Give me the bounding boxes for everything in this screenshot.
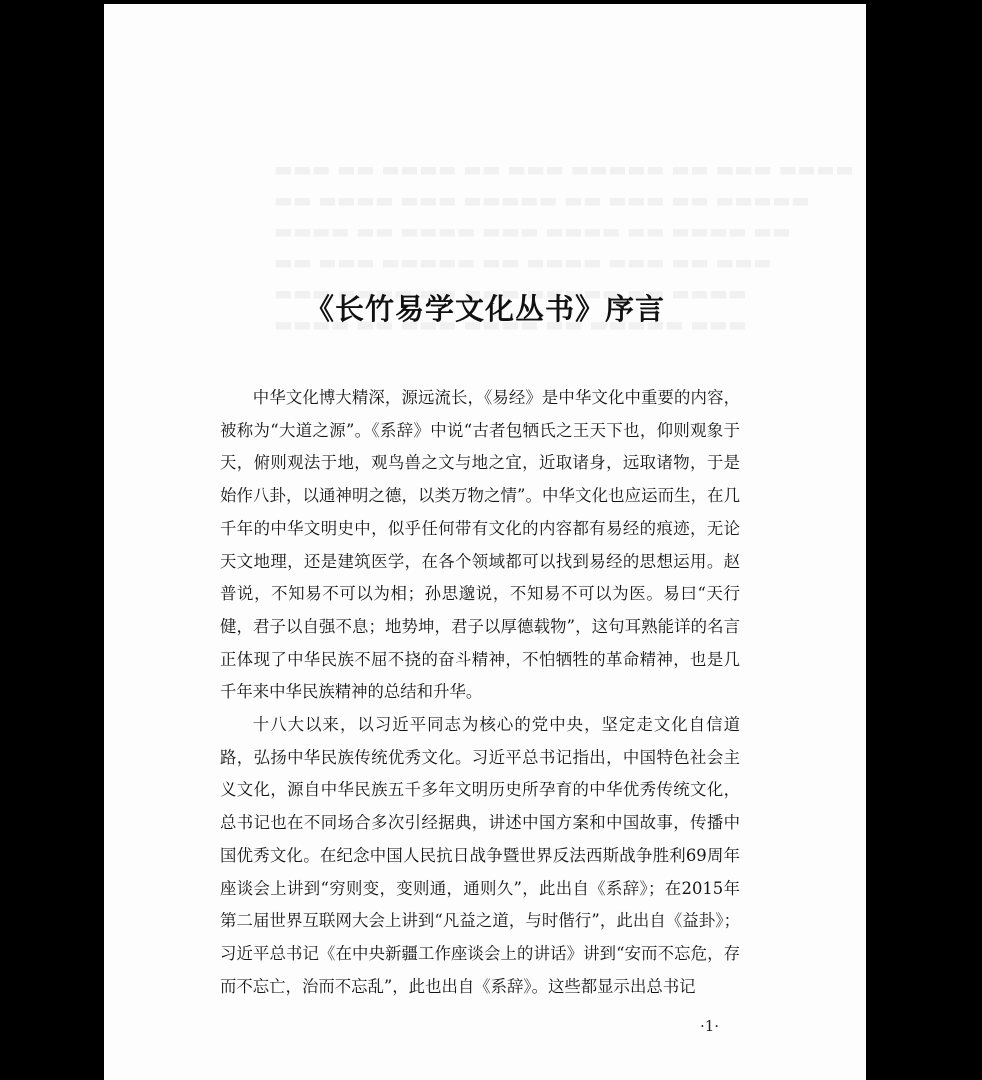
page-number: ·1·	[700, 1017, 720, 1035]
bleed-through-texture	[274, 154, 854, 374]
paragraph: 中华文化博大精深，源远流长，《易经》是中华文化中重要的内容，被称为“大道之源”。《系辞》中说“古者包牺氏之王天下也，仰则观象于天，俯则观法于地，观鸟兽之文与地之宜，近取诸身，远取诸物，于是始作八卦，以通神明之德，以类万物之情”。中华文化也应运而生，在几千年的中华文明史中，似乎任何带有文化的内容都有易经的痕迹，无论天文地理，还是建筑医学，在各个领域都可以找到易经的思想运用。赵普说，不知易不可以为相；孙思邈说，不知易不可以为医。易曰“天行健，君子以自强不息；地势坤，君子以厚德载物”，这句耳熟能详的名言正体现了中华民族不屈不挠的奋斗精神，不怕牺牲的革命精神，也是几千年来中华民族精神的总结和升华。	[220, 388, 740, 702]
paragraph: 十八大以来，以习近平同志为核心的党中央，坚定走文化自信道路，弘扬中华民族传统优秀文化。习近平总书记指出，中国特色社会主义文化，源自中华民族五千多年文明历史所孕育的中华优秀传统文化，总书记也在不同场合多次引经据典，讲述中国方案和中国故事，传播中国优秀文化。在纪念中国人民抗日战争暨世界反法西斯战争胜利69周年座谈会上讲到“穷则变，变则通，通则久”，此出自《系辞》；在2015年第二届世界互联网大会上讲到“凡益之道，与时偕行”，此出自《益卦》；习近平总书记《在中央新疆工作座谈会上的讲话》讲到“安而不忘危，存而不忘亡，治而不忘乱”，此也出自《系辞》。这些都显示出总书记	[220, 715, 740, 996]
book-page	[104, 4, 866, 1080]
body-text	[220, 382, 740, 1003]
page-title: 《长竹易学文化丛书》序言	[304, 292, 665, 326]
